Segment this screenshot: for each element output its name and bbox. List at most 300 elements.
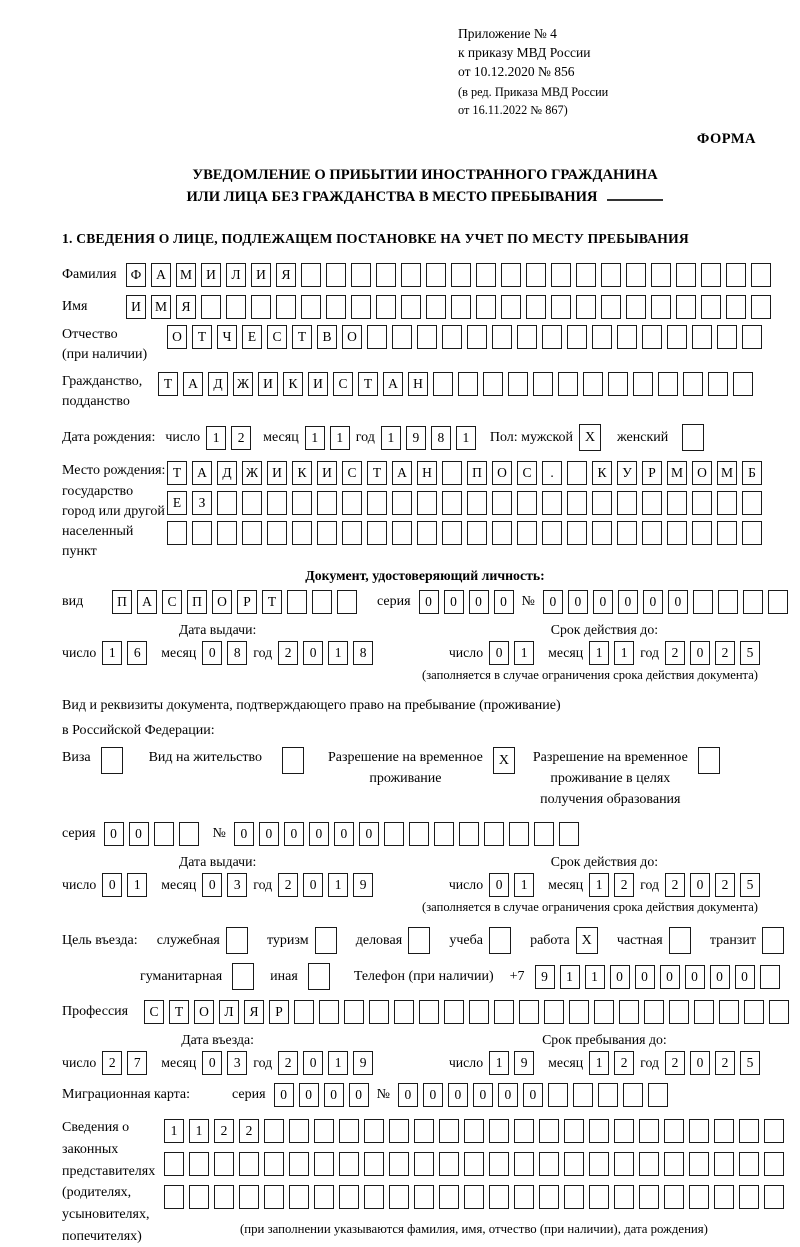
char-cell[interactable]: 0 <box>685 965 705 989</box>
char-cell[interactable]: 0 <box>448 1083 468 1107</box>
char-cell[interactable] <box>292 491 312 515</box>
char-cell[interactable] <box>542 325 562 349</box>
char-cell[interactable] <box>439 1152 459 1176</box>
char-cell[interactable]: 0 <box>299 1083 319 1107</box>
char-cell[interactable] <box>434 822 454 846</box>
char-cell[interactable] <box>214 1152 234 1176</box>
char-cell[interactable]: М <box>151 295 171 319</box>
char-cell[interactable]: К <box>292 461 312 485</box>
char-cell[interactable] <box>314 1185 334 1209</box>
char-cell[interactable] <box>483 372 503 396</box>
char-cell[interactable] <box>692 491 712 515</box>
char-cell[interactable] <box>389 1152 409 1176</box>
char-cell[interactable] <box>676 263 696 287</box>
char-cell[interactable] <box>369 1000 389 1024</box>
char-cell[interactable]: 8 <box>431 426 451 450</box>
char-cell[interactable] <box>714 1185 734 1209</box>
char-cell[interactable]: 1 <box>328 641 348 665</box>
char-cell[interactable]: 1 <box>328 1051 348 1075</box>
char-cell[interactable] <box>442 325 462 349</box>
purpose-official-checkbox[interactable] <box>226 927 248 954</box>
char-cell[interactable] <box>739 1185 759 1209</box>
char-cell[interactable] <box>689 1152 709 1176</box>
char-cell[interactable] <box>442 491 462 515</box>
char-cell[interactable]: 0 <box>129 822 149 846</box>
char-cell[interactable]: О <box>342 325 362 349</box>
char-cell[interactable] <box>292 521 312 545</box>
char-cell[interactable]: 2 <box>214 1119 234 1143</box>
char-cell[interactable]: 1 <box>305 426 325 450</box>
char-cell[interactable]: 1 <box>330 426 350 450</box>
char-cell[interactable] <box>614 1119 634 1143</box>
char-cell[interactable]: О <box>492 461 512 485</box>
char-cell[interactable] <box>701 295 721 319</box>
char-cell[interactable] <box>592 491 612 515</box>
char-cell[interactable] <box>317 491 337 515</box>
char-cell[interactable]: С <box>162 590 182 614</box>
char-cell[interactable] <box>544 1000 564 1024</box>
char-cell[interactable] <box>494 1000 514 1024</box>
char-cell[interactable] <box>644 1000 664 1024</box>
char-cell[interactable]: Л <box>226 263 246 287</box>
purpose-transit-checkbox[interactable] <box>762 927 784 954</box>
char-cell[interactable] <box>342 491 362 515</box>
char-cell[interactable] <box>444 1000 464 1024</box>
char-cell[interactable] <box>267 521 287 545</box>
char-cell[interactable] <box>594 1000 614 1024</box>
char-cell[interactable] <box>439 1119 459 1143</box>
char-cell[interactable] <box>312 590 332 614</box>
char-cell[interactable]: 0 <box>498 1083 518 1107</box>
purpose-business-checkbox[interactable] <box>408 927 430 954</box>
char-cell[interactable]: 9 <box>535 965 555 989</box>
char-cell[interactable]: 0 <box>419 590 439 614</box>
char-cell[interactable]: Е <box>167 491 187 515</box>
char-cell[interactable]: 0 <box>202 1051 222 1075</box>
char-cell[interactable] <box>301 263 321 287</box>
char-cell[interactable] <box>514 1152 534 1176</box>
char-cell[interactable]: Ф <box>126 263 146 287</box>
char-cell[interactable] <box>564 1185 584 1209</box>
purpose-study-checkbox[interactable] <box>489 927 511 954</box>
char-cell[interactable] <box>351 263 371 287</box>
char-cell[interactable] <box>726 263 746 287</box>
char-cell[interactable] <box>567 461 587 485</box>
char-cell[interactable] <box>339 1119 359 1143</box>
char-cell[interactable] <box>651 263 671 287</box>
char-cell[interactable]: Т <box>169 1000 189 1024</box>
char-cell[interactable]: 1 <box>589 1051 609 1075</box>
char-cell[interactable] <box>464 1152 484 1176</box>
char-cell[interactable]: 0 <box>334 822 354 846</box>
char-cell[interactable] <box>664 1119 684 1143</box>
char-cell[interactable] <box>769 1000 789 1024</box>
char-cell[interactable] <box>476 295 496 319</box>
sex-male-checkbox[interactable]: X <box>579 424 601 451</box>
char-cell[interactable]: Р <box>642 461 662 485</box>
char-cell[interactable] <box>576 263 596 287</box>
char-cell[interactable]: Ж <box>242 461 262 485</box>
char-cell[interactable]: 0 <box>324 1083 344 1107</box>
char-cell[interactable] <box>717 491 737 515</box>
char-cell[interactable] <box>642 491 662 515</box>
char-cell[interactable]: И <box>267 461 287 485</box>
char-cell[interactable] <box>344 1000 364 1024</box>
char-cell[interactable]: 0 <box>618 590 638 614</box>
char-cell[interactable] <box>301 295 321 319</box>
char-cell[interactable]: 0 <box>494 590 514 614</box>
char-cell[interactable] <box>714 1119 734 1143</box>
char-cell[interactable] <box>589 1119 609 1143</box>
char-cell[interactable] <box>217 491 237 515</box>
char-cell[interactable] <box>501 263 521 287</box>
visa-checkbox[interactable] <box>101 747 123 774</box>
char-cell[interactable] <box>289 1185 309 1209</box>
char-cell[interactable]: О <box>212 590 232 614</box>
char-cell[interactable] <box>617 325 637 349</box>
char-cell[interactable]: Ч <box>217 325 237 349</box>
char-cell[interactable]: П <box>112 590 132 614</box>
purpose-work-checkbox[interactable]: X <box>576 927 598 954</box>
char-cell[interactable] <box>339 1185 359 1209</box>
char-cell[interactable] <box>326 295 346 319</box>
char-cell[interactable]: 1 <box>489 1051 509 1075</box>
char-cell[interactable]: И <box>308 372 328 396</box>
char-cell[interactable]: 0 <box>359 822 379 846</box>
char-cell[interactable] <box>276 295 296 319</box>
char-cell[interactable] <box>242 521 262 545</box>
char-cell[interactable] <box>667 491 687 515</box>
char-cell[interactable]: Т <box>167 461 187 485</box>
char-cell[interactable] <box>376 295 396 319</box>
char-cell[interactable] <box>642 521 662 545</box>
char-cell[interactable]: А <box>192 461 212 485</box>
char-cell[interactable]: Б <box>742 461 762 485</box>
char-cell[interactable] <box>439 1185 459 1209</box>
char-cell[interactable] <box>742 521 762 545</box>
char-cell[interactable] <box>739 1152 759 1176</box>
char-cell[interactable]: О <box>194 1000 214 1024</box>
char-cell[interactable]: 1 <box>381 426 401 450</box>
char-cell[interactable] <box>626 263 646 287</box>
char-cell[interactable]: 0 <box>735 965 755 989</box>
char-cell[interactable] <box>608 372 628 396</box>
char-cell[interactable]: 8 <box>227 641 247 665</box>
char-cell[interactable] <box>714 1152 734 1176</box>
char-cell[interactable] <box>342 521 362 545</box>
char-cell[interactable]: Т <box>192 325 212 349</box>
char-cell[interactable] <box>433 372 453 396</box>
char-cell[interactable]: 0 <box>690 1051 710 1075</box>
char-cell[interactable] <box>564 1152 584 1176</box>
char-cell[interactable] <box>417 491 437 515</box>
char-cell[interactable] <box>514 1119 534 1143</box>
char-cell[interactable]: 0 <box>102 873 122 897</box>
char-cell[interactable] <box>476 263 496 287</box>
char-cell[interactable] <box>667 325 687 349</box>
char-cell[interactable] <box>583 372 603 396</box>
char-cell[interactable] <box>501 295 521 319</box>
char-cell[interactable]: С <box>267 325 287 349</box>
char-cell[interactable]: Я <box>176 295 196 319</box>
char-cell[interactable]: Р <box>237 590 257 614</box>
char-cell[interactable] <box>567 521 587 545</box>
char-cell[interactable] <box>626 295 646 319</box>
char-cell[interactable] <box>264 1119 284 1143</box>
char-cell[interactable] <box>693 590 713 614</box>
char-cell[interactable] <box>189 1152 209 1176</box>
char-cell[interactable]: 9 <box>406 426 426 450</box>
char-cell[interactable] <box>742 491 762 515</box>
char-cell[interactable] <box>239 1185 259 1209</box>
char-cell[interactable]: 2 <box>239 1119 259 1143</box>
char-cell[interactable]: 1 <box>456 426 476 450</box>
char-cell[interactable] <box>689 1185 709 1209</box>
char-cell[interactable] <box>264 1185 284 1209</box>
char-cell[interactable] <box>389 1119 409 1143</box>
char-cell[interactable] <box>164 1185 184 1209</box>
char-cell[interactable]: П <box>187 590 207 614</box>
char-cell[interactable]: У <box>617 461 637 485</box>
char-cell[interactable] <box>394 1000 414 1024</box>
char-cell[interactable]: 1 <box>560 965 580 989</box>
char-cell[interactable]: Ж <box>233 372 253 396</box>
purpose-tourism-checkbox[interactable] <box>315 927 337 954</box>
char-cell[interactable] <box>464 1119 484 1143</box>
char-cell[interactable] <box>164 1152 184 1176</box>
char-cell[interactable]: А <box>392 461 412 485</box>
char-cell[interactable] <box>689 1119 709 1143</box>
char-cell[interactable]: 0 <box>349 1083 369 1107</box>
char-cell[interactable]: Т <box>292 325 312 349</box>
char-cell[interactable] <box>639 1152 659 1176</box>
char-cell[interactable] <box>701 263 721 287</box>
char-cell[interactable] <box>392 491 412 515</box>
char-cell[interactable]: 9 <box>353 1051 373 1075</box>
char-cell[interactable]: 9 <box>514 1051 534 1075</box>
char-cell[interactable] <box>508 372 528 396</box>
char-cell[interactable]: 3 <box>227 873 247 897</box>
char-cell[interactable] <box>489 1119 509 1143</box>
char-cell[interactable]: К <box>592 461 612 485</box>
char-cell[interactable] <box>592 521 612 545</box>
char-cell[interactable] <box>617 491 637 515</box>
char-cell[interactable]: 0 <box>543 590 563 614</box>
char-cell[interactable] <box>414 1152 434 1176</box>
char-cell[interactable]: 1 <box>206 426 226 450</box>
char-cell[interactable] <box>648 1083 668 1107</box>
char-cell[interactable] <box>733 372 753 396</box>
char-cell[interactable] <box>339 1152 359 1176</box>
temp-residence-checkbox[interactable]: X <box>493 747 515 774</box>
char-cell[interactable]: М <box>667 461 687 485</box>
char-cell[interactable]: 2 <box>715 873 735 897</box>
char-cell[interactable] <box>676 295 696 319</box>
char-cell[interactable] <box>317 521 337 545</box>
char-cell[interactable] <box>651 295 671 319</box>
char-cell[interactable] <box>179 822 199 846</box>
char-cell[interactable] <box>539 1185 559 1209</box>
char-cell[interactable]: 0 <box>690 641 710 665</box>
char-cell[interactable] <box>739 1119 759 1143</box>
char-cell[interactable]: 0 <box>489 873 509 897</box>
char-cell[interactable]: 0 <box>423 1083 443 1107</box>
char-cell[interactable]: П <box>467 461 487 485</box>
char-cell[interactable]: Я <box>276 263 296 287</box>
char-cell[interactable]: 1 <box>127 873 147 897</box>
char-cell[interactable] <box>569 1000 589 1024</box>
char-cell[interactable] <box>192 521 212 545</box>
char-cell[interactable] <box>694 1000 714 1024</box>
char-cell[interactable] <box>417 521 437 545</box>
char-cell[interactable]: Д <box>217 461 237 485</box>
char-cell[interactable] <box>289 1119 309 1143</box>
char-cell[interactable] <box>667 521 687 545</box>
char-cell[interactable] <box>426 295 446 319</box>
char-cell[interactable] <box>567 491 587 515</box>
char-cell[interactable] <box>669 1000 689 1024</box>
char-cell[interactable]: 0 <box>668 590 688 614</box>
char-cell[interactable]: Л <box>219 1000 239 1024</box>
char-cell[interactable] <box>519 1000 539 1024</box>
char-cell[interactable] <box>619 1000 639 1024</box>
char-cell[interactable] <box>392 521 412 545</box>
char-cell[interactable]: 3 <box>227 1051 247 1075</box>
char-cell[interactable] <box>401 263 421 287</box>
char-cell[interactable] <box>617 521 637 545</box>
char-cell[interactable] <box>542 521 562 545</box>
char-cell[interactable]: 1 <box>614 641 634 665</box>
char-cell[interactable]: 2 <box>665 641 685 665</box>
char-cell[interactable] <box>319 1000 339 1024</box>
char-cell[interactable] <box>726 295 746 319</box>
char-cell[interactable] <box>717 521 737 545</box>
char-cell[interactable]: 0 <box>309 822 329 846</box>
char-cell[interactable]: О <box>167 325 187 349</box>
char-cell[interactable] <box>384 822 404 846</box>
purpose-humanitarian-checkbox[interactable] <box>232 963 254 990</box>
char-cell[interactable]: А <box>137 590 157 614</box>
char-cell[interactable]: 2 <box>715 1051 735 1075</box>
char-cell[interactable]: З <box>192 491 212 515</box>
char-cell[interactable] <box>576 295 596 319</box>
char-cell[interactable] <box>718 590 738 614</box>
purpose-private-checkbox[interactable] <box>669 927 691 954</box>
char-cell[interactable] <box>708 372 728 396</box>
char-cell[interactable] <box>264 1152 284 1176</box>
char-cell[interactable] <box>314 1119 334 1143</box>
char-cell[interactable] <box>314 1152 334 1176</box>
char-cell[interactable] <box>548 1083 568 1107</box>
char-cell[interactable] <box>664 1185 684 1209</box>
char-cell[interactable]: 0 <box>303 1051 323 1075</box>
char-cell[interactable] <box>467 491 487 515</box>
char-cell[interactable]: 2 <box>614 1051 634 1075</box>
char-cell[interactable] <box>226 295 246 319</box>
char-cell[interactable] <box>744 1000 764 1024</box>
char-cell[interactable] <box>459 822 479 846</box>
char-cell[interactable] <box>417 325 437 349</box>
char-cell[interactable] <box>326 263 346 287</box>
char-cell[interactable] <box>764 1185 784 1209</box>
char-cell[interactable] <box>419 1000 439 1024</box>
purpose-other-checkbox[interactable] <box>308 963 330 990</box>
char-cell[interactable]: С <box>144 1000 164 1024</box>
char-cell[interactable]: Я <box>244 1000 264 1024</box>
char-cell[interactable]: С <box>517 461 537 485</box>
char-cell[interactable]: 5 <box>740 873 760 897</box>
char-cell[interactable] <box>692 521 712 545</box>
char-cell[interactable]: И <box>317 461 337 485</box>
char-cell[interactable]: 2 <box>715 641 735 665</box>
char-cell[interactable]: 0 <box>444 590 464 614</box>
char-cell[interactable]: 0 <box>489 641 509 665</box>
char-cell[interactable]: 2 <box>231 426 251 450</box>
char-cell[interactable] <box>414 1119 434 1143</box>
char-cell[interactable] <box>601 295 621 319</box>
char-cell[interactable] <box>614 1152 634 1176</box>
char-cell[interactable]: 1 <box>514 873 534 897</box>
char-cell[interactable]: Т <box>262 590 282 614</box>
char-cell[interactable] <box>526 263 546 287</box>
char-cell[interactable]: 5 <box>740 641 760 665</box>
char-cell[interactable]: К <box>283 372 303 396</box>
char-cell[interactable]: 1 <box>514 641 534 665</box>
char-cell[interactable] <box>509 822 529 846</box>
char-cell[interactable]: 9 <box>353 873 373 897</box>
char-cell[interactable] <box>154 822 174 846</box>
char-cell[interactable]: 0 <box>610 965 630 989</box>
char-cell[interactable] <box>539 1119 559 1143</box>
char-cell[interactable] <box>294 1000 314 1024</box>
char-cell[interactable] <box>768 590 788 614</box>
char-cell[interactable] <box>367 491 387 515</box>
char-cell[interactable]: М <box>717 461 737 485</box>
char-cell[interactable] <box>367 521 387 545</box>
char-cell[interactable] <box>401 295 421 319</box>
char-cell[interactable] <box>492 491 512 515</box>
char-cell[interactable]: 8 <box>353 641 373 665</box>
char-cell[interactable] <box>467 521 487 545</box>
char-cell[interactable] <box>639 1185 659 1209</box>
char-cell[interactable] <box>534 822 554 846</box>
char-cell[interactable] <box>239 1152 259 1176</box>
char-cell[interactable]: 0 <box>303 873 323 897</box>
char-cell[interactable]: 1 <box>102 641 122 665</box>
char-cell[interactable] <box>683 372 703 396</box>
char-cell[interactable] <box>692 325 712 349</box>
char-cell[interactable]: И <box>201 263 221 287</box>
char-cell[interactable] <box>743 590 763 614</box>
char-cell[interactable] <box>742 325 762 349</box>
char-cell[interactable] <box>614 1185 634 1209</box>
char-cell[interactable] <box>514 1185 534 1209</box>
char-cell[interactable] <box>442 461 462 485</box>
temp-residence-edu-checkbox[interactable] <box>698 747 720 774</box>
char-cell[interactable] <box>760 965 780 989</box>
char-cell[interactable] <box>364 1119 384 1143</box>
char-cell[interactable] <box>442 521 462 545</box>
char-cell[interactable] <box>392 325 412 349</box>
char-cell[interactable] <box>469 1000 489 1024</box>
char-cell[interactable]: 1 <box>585 965 605 989</box>
char-cell[interactable]: 0 <box>303 641 323 665</box>
char-cell[interactable]: 0 <box>568 590 588 614</box>
char-cell[interactable] <box>559 822 579 846</box>
char-cell[interactable] <box>589 1152 609 1176</box>
char-cell[interactable]: 1 <box>589 873 609 897</box>
char-cell[interactable] <box>539 1152 559 1176</box>
